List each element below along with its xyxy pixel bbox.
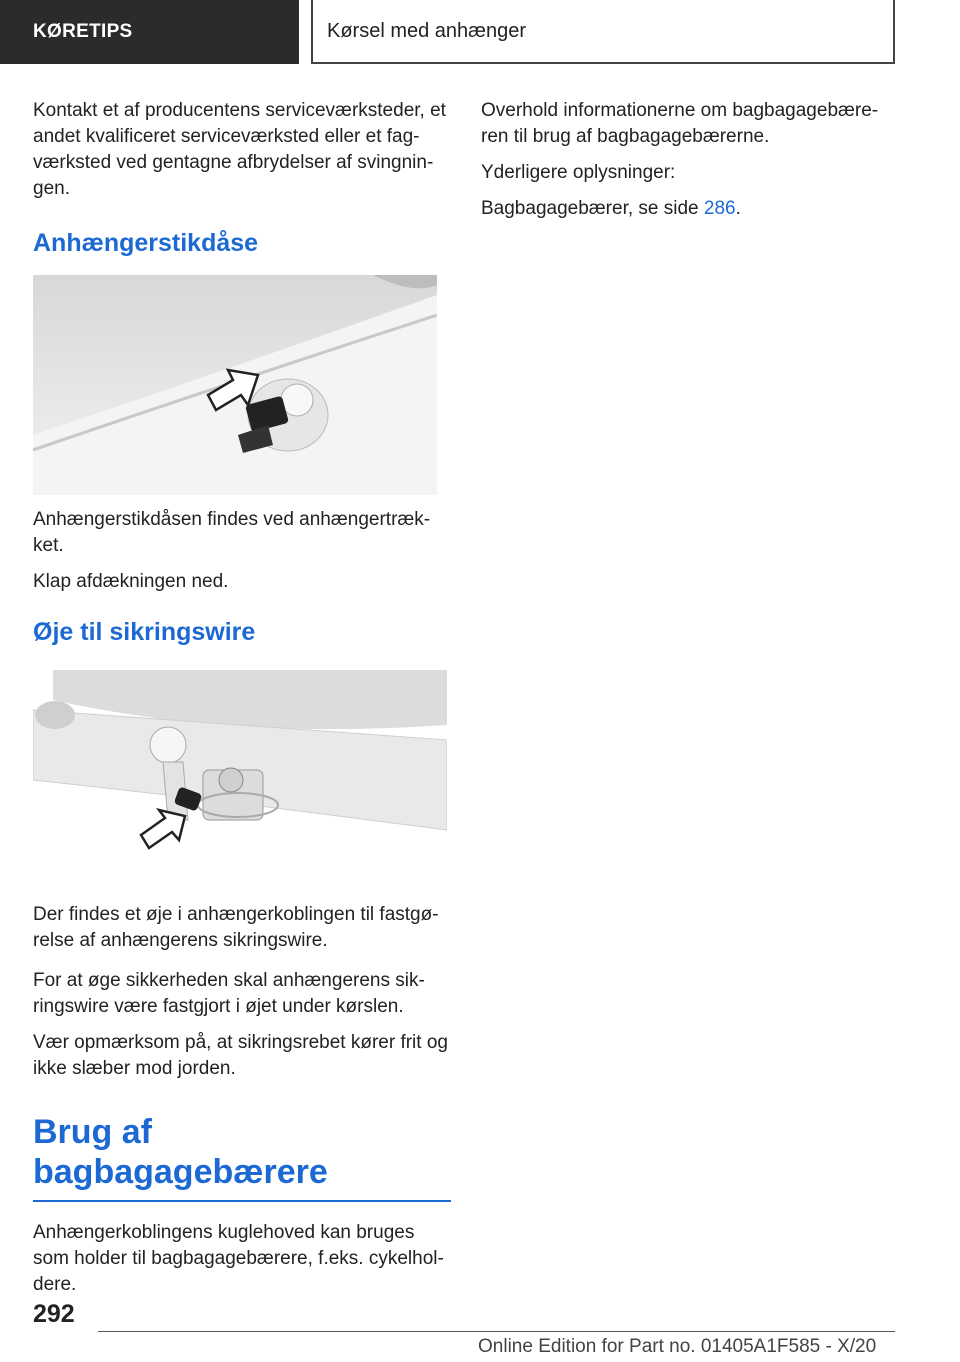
chapter-tab: [0, 0, 299, 64]
socket-paragraph-2: Klap afdækningen ned.: [33, 571, 229, 592]
intro-paragraph: Kontakt et af producentens serviceværksteder, et andet kvalificeret serviceværksted eller et fag-værksted ved gentagne afbrydelser af svingnin-gen.: [33, 100, 446, 199]
socket-paragraph-1: Anhængerstikdåsen findes ved anhængertræk-ket.: [33, 509, 431, 556]
safety-wire-eye-drawing: [33, 670, 447, 863]
socket-heading: Anhængerstikdåse: [33, 229, 259, 257]
right-paragraph-1: Overhold informationerne om bagbagagebære-ren til brug af bagbagagebærerne.: [481, 100, 879, 147]
left-column: [33, 98, 447, 258]
trailer-socket-illustration: [33, 275, 437, 495]
right-paragraph-3: [481, 196, 901, 222]
trailer-socket-drawing: [33, 275, 437, 495]
section-title: Kørsel med anhænger: [327, 19, 526, 42]
safety-wire-eye-illustration: [33, 670, 447, 863]
right-paragraph-2: Yderligere oplysninger:: [481, 162, 676, 183]
eye-paragraph-2: For at øge sikkerheden skal anhængerens sik-ringswire være fastgjort i øjet under kørslen.: [33, 970, 425, 1017]
eye-paragraph-3: Vær opmærksom på, at sikringsrebet kører frit og ikke slæber mod jorden.: [33, 1032, 448, 1079]
edition-footer: Online Edition for Part no. 01405A1F585 - X/20: [478, 1336, 877, 1357]
carrier-paragraph: Anhængerkoblingens kuglehoved kan bruges som holder til bagbagagebærere, f.eks. cykelhol-dere.: [33, 1222, 444, 1295]
right-column: [481, 98, 901, 232]
section-header: [311, 0, 895, 64]
eye-heading: Øje til sikringswire: [33, 618, 256, 646]
cross-reference-end: .: [735, 198, 741, 219]
footer-divider: [98, 1331, 895, 1332]
carrier-heading: Brug af bagbagagebærere: [33, 1112, 451, 1202]
eye-paragraph-1: Der findes et øje i anhængerkoblingen til fastgø-relse af anhængerens sikringswire.: [33, 904, 439, 951]
chapter-title: KØRETIPS: [33, 21, 133, 42]
cross-reference-text: Bagbagagebærer, se side: [481, 198, 704, 219]
socket-text: [33, 507, 447, 647]
page-number: 292: [33, 1300, 75, 1328]
eye-text: [33, 902, 451, 1308]
page-link-286[interactable]: 286: [703, 198, 736, 219]
